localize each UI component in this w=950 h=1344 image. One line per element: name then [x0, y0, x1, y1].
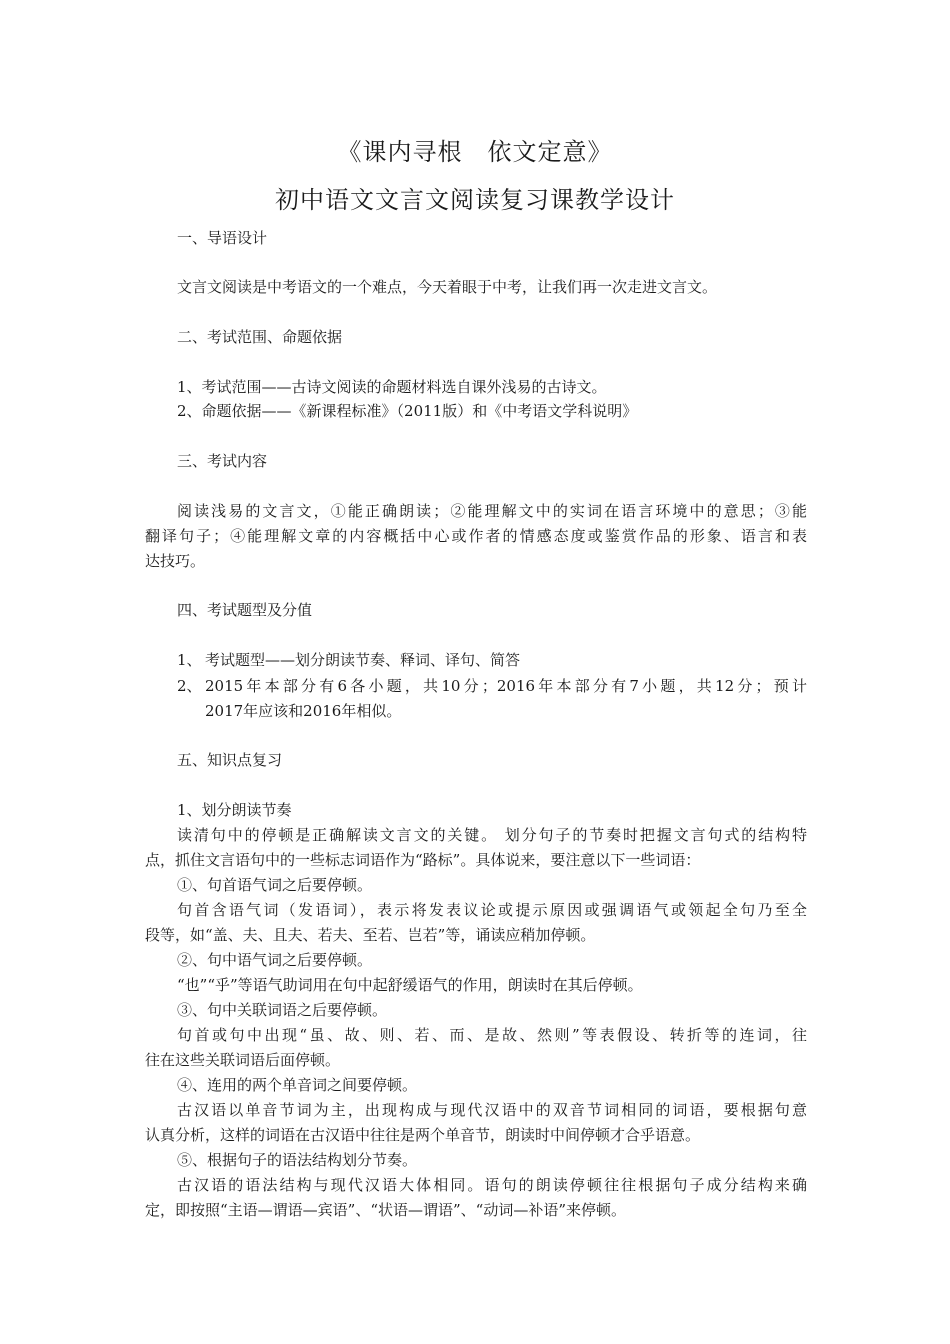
types-item-2-text-b: 2017年应该和2016年相似。 — [205, 702, 402, 720]
content-line-2: 翻译句子；④能理解文章的内容概括中心或作者的情感态度或鉴赏作品的形象、语言和表 — [145, 527, 807, 545]
rule-3-title: ③、句中关联词语之后要停顿。 — [177, 1001, 388, 1019]
rule-4-line-1: 古汉语以单音节词为主，出现构成与现代汉语中的双音节词相同的词语，要根据句意 — [177, 1101, 807, 1119]
rule-2-line-1: “也”“乎”等语气助词用在句中起舒缓语气的作用，朗读时在其后停顿。 — [177, 976, 643, 994]
rule-2-title: ②、句中语气词之后要停顿。 — [177, 951, 373, 969]
section-heading-types: 四、考试题型及分值 — [177, 601, 313, 619]
content-line-3: 达技巧。 — [145, 552, 206, 570]
rule-4-title: ④、连用的两个单音词之间要停顿。 — [177, 1076, 418, 1094]
main-title: 《课内寻根 依文定意》 — [337, 138, 613, 166]
content-line-1: 阅读浅易的文言文，①能正确朗读；②能理解文中的实词在语言环境中的意思；③能 — [177, 502, 807, 520]
section-heading-content: 三、考试内容 — [177, 452, 268, 470]
rule-1-line-1: 句首含语气词（发语词），表示将发表议论或提示原因或强调语气或领起全句乃至全 — [177, 901, 807, 919]
types-item-1-number: 1、 — [177, 651, 202, 669]
review-subheading-1: 1、划分朗读节奏 — [177, 801, 292, 819]
rule-4-line-2: 认真分析，这样的词语在古汉语中往往是两个单音节，朗读时中间停顿才合乎语意。 — [145, 1126, 701, 1144]
types-item-1-text: 考试题型——划分朗读节奏、释词、译句、简答 — [205, 651, 521, 669]
rule-5-line-2: 定，即按照“主语—谓语—宾语”、“状语—谓语”、“动词—补语”来停顿。 — [145, 1201, 627, 1219]
section-heading-scope: 二、考试范围、命题依据 — [177, 328, 343, 346]
review-intro-line-1: 读清句中的停顿是正确解读文言文的关键。 划分句子的节奏时把握文言句式的结构特 — [177, 826, 807, 844]
types-item-2-text-a: 2015年本部分有6各小题，共10分；2016年本部分有7小题，共12分；预计 — [205, 677, 807, 695]
scope-item-2: 2、命题依据——《新课程标准》（2011版）和《中考语文学科说明》 — [177, 402, 638, 420]
intro-paragraph: 文言文阅读是中考语文的一个难点，今天着眼于中考，让我们再一次走进文言文。 — [177, 278, 718, 296]
scope-item-1: 1、考试范围——古诗文阅读的命题材料选自课外浅易的古诗文。 — [177, 378, 607, 396]
rule-3-line-2: 往在这些关联词语后面停顿。 — [145, 1051, 341, 1069]
section-heading-intro: 一、导语设计 — [177, 229, 268, 247]
rule-1-line-2: 段等，如“盖、夫、且夫、若夫、至若、岂若”等，诵读应稍加停顿。 — [145, 926, 596, 944]
sub-title: 初中语文文言文阅读复习课教学设计 — [275, 186, 675, 214]
rule-5-title: ⑤、根据句子的语法结构划分节奏。 — [177, 1151, 418, 1169]
rule-3-line-1: 句首或句中出现“虽、故、则、若、而、是故、然则”等表假设、转折等的连词，往 — [177, 1026, 807, 1044]
review-intro-line-2: 点，抓住文言语句中的一些标志词语作为“路标”。具体说来，要注意以下一些词语： — [145, 851, 701, 869]
section-heading-review: 五、知识点复习 — [177, 751, 283, 769]
rule-1-title: ①、句首语气词之后要停顿。 — [177, 876, 373, 894]
types-item-2-number: 2、 — [177, 677, 202, 695]
rule-5-line-1: 古汉语的语法结构与现代汉语大体相同。语句的朗读停顿往往根据句子成分结构来确 — [177, 1176, 807, 1194]
